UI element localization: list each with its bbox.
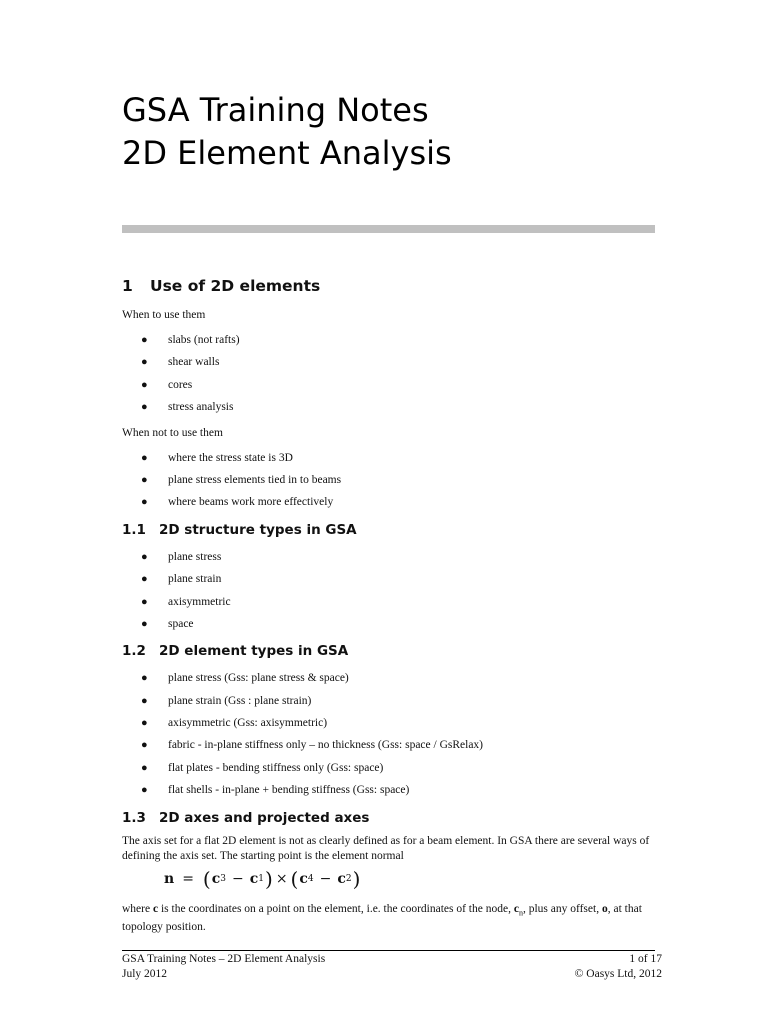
title-divider bbox=[122, 225, 655, 233]
list-item: ● plane strain bbox=[122, 568, 662, 590]
bullet-icon: ● bbox=[141, 672, 148, 685]
footer-row bbox=[122, 967, 662, 982]
section-number: 1 bbox=[122, 277, 133, 295]
document-body bbox=[122, 276, 662, 941]
list-item: ● where beams work more effectively bbox=[122, 491, 662, 513]
bullet-icon: ● bbox=[141, 739, 148, 752]
bullet-icon: ● bbox=[141, 451, 148, 464]
element-types-list bbox=[122, 667, 662, 801]
list-item: ● slabs (not rafts) bbox=[122, 329, 662, 351]
bullet-icon: ● bbox=[141, 694, 148, 707]
normal-equation: n = ( c 3 − c 1 ) × ( c 4 − c 2 ) bbox=[164, 866, 361, 891]
section-title: 2D axes and projected axes bbox=[159, 809, 370, 826]
section-number: 1.2 bbox=[122, 643, 146, 660]
when-to-use-intro: When to use them bbox=[122, 309, 206, 321]
bullet-icon: ● bbox=[141, 717, 148, 730]
footer-page-number: 1 of 17 bbox=[629, 953, 662, 965]
coordinates-explanation: where c is the coordinates on a point on the element, i.e. the coordinates of the node, $c_n$, plus any offset, o, at that topology position. bbox=[122, 902, 642, 933]
document-title-line-2: 2D Element Analysis bbox=[122, 134, 452, 172]
when-not-to-use-list bbox=[122, 447, 662, 514]
bullet-icon: ● bbox=[141, 617, 148, 630]
section-title: 2D element types in GSA bbox=[159, 643, 349, 660]
bullet-icon: ● bbox=[141, 473, 148, 486]
footer-date: July 2012 bbox=[122, 968, 168, 980]
section-title: Use of 2D elements bbox=[150, 277, 321, 295]
bullet-icon: ● bbox=[141, 784, 148, 797]
bullet-icon: ● bbox=[141, 550, 148, 563]
section-1-2-heading bbox=[122, 642, 662, 660]
bullet-icon: ● bbox=[141, 573, 148, 586]
bullet-icon: ● bbox=[141, 334, 148, 346]
list-item: ● shear walls bbox=[122, 351, 662, 373]
section-1-3-heading bbox=[122, 809, 662, 827]
footer-document-title: GSA Training Notes – 2D Element Analysis bbox=[122, 953, 326, 965]
section-number: 1.1 bbox=[122, 521, 146, 538]
list-item: ● flat plates - bending stiffness only (Gss: space) bbox=[122, 757, 662, 779]
list-item: ● plane stress bbox=[122, 546, 662, 568]
bullet-icon: ● bbox=[141, 761, 148, 774]
list-item: ● space bbox=[122, 613, 662, 635]
footer-copyright: © Oasys Ltd, 2012 bbox=[574, 968, 662, 980]
bullet-icon: ● bbox=[141, 378, 148, 391]
list-item: ● flat shells - in-plane + bending stiffness (Gss: space) bbox=[122, 779, 662, 801]
list-item: ● axisymmetric bbox=[122, 591, 662, 613]
section-title: 2D structure types in GSA bbox=[159, 521, 357, 538]
section-1-1-heading bbox=[122, 521, 662, 539]
axes-intro-paragraph: The axis set for a flat 2D element is not as clearly defined as for a beam element. In GSA there are several ways of defining the axis set. The starting point is the element normal bbox=[122, 834, 650, 862]
bullet-icon: ● bbox=[141, 401, 148, 414]
structure-types-list bbox=[122, 546, 662, 636]
list-item: ● plane stress elements tied in to beams bbox=[122, 469, 662, 491]
footer-row bbox=[122, 952, 662, 967]
list-item: ● stress analysis bbox=[122, 396, 662, 418]
list-item: ● plane stress (Gss: plane stress & space) bbox=[122, 667, 662, 689]
list-item: ● cores bbox=[122, 374, 662, 396]
list-item: ● fabric - in-plane stiffness only – no thickness (Gss: space / GsRelax) bbox=[122, 734, 662, 756]
list-item: ● plane strain (Gss : plane strain) bbox=[122, 690, 662, 712]
section-1-heading bbox=[122, 276, 662, 296]
bullet-icon: ● bbox=[141, 496, 148, 509]
section-number: 1.3 bbox=[122, 809, 146, 826]
footer-divider bbox=[122, 950, 655, 951]
list-item: ● where the stress state is 3D bbox=[122, 447, 662, 469]
document-title-line-1: GSA Training Notes bbox=[122, 91, 429, 129]
bullet-icon: ● bbox=[141, 356, 148, 369]
when-not-to-use-intro: When not to use them bbox=[122, 426, 223, 439]
when-to-use-list bbox=[122, 329, 662, 419]
list-item: ● axisymmetric (Gss: axisymmetric) bbox=[122, 712, 662, 734]
bullet-icon: ● bbox=[141, 595, 148, 608]
